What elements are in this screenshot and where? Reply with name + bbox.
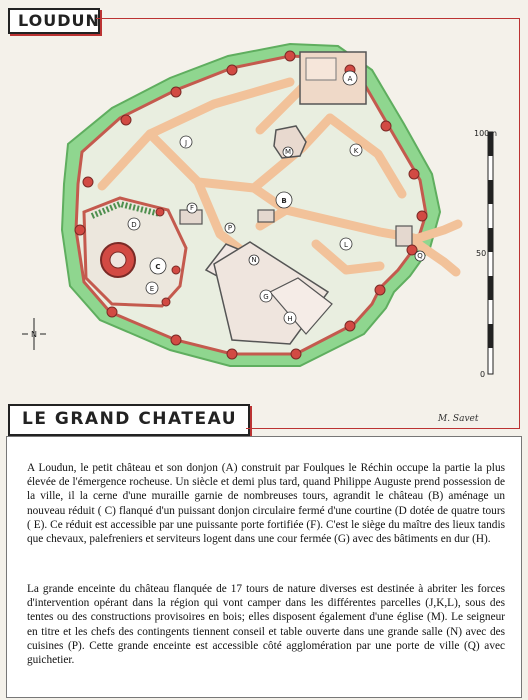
tower xyxy=(156,208,164,216)
tower xyxy=(83,177,93,187)
label-l: L xyxy=(344,241,348,249)
scale-bottom: 0 xyxy=(480,370,486,379)
label-a: A xyxy=(347,75,353,83)
description-paragraph-2: La grande enceinte du château flanquée de 17 tours de nature diverses est destinée à abriter les forces d'intervention opérant dans la région qui vont camper dans les différentes parcelles (J,K,L), sous des tentes ou des constructions provisoires en bois; elles disposent également d'une église (M). Le seigneur en titre et les chefs des contingents tiennent conseil et table ouverte dans une grande salle (N) avec des cuisines (P). Cette grande enceinte est accessible côté agglomération par une porte de ville (Q) avec guichetier. xyxy=(27,583,505,667)
tower xyxy=(227,349,237,359)
description-paragraph-1: A Loudun, le petit château et son donjon (A) construit par Foulques le Réchin occupe la partie la plus élevée de l'émergence rocheuse. Un siècle et demi plus tard, quand Philippe Auguste prend possession de la ville, il la cerne d'une muraille garnie de nombreuses tours, agrandit le château (B) aménage un nouveau réduit ( C) flanqué d'un puissant donjon circulaire fermé d'une courtine (D dotée de quatre tours ( E). Ce réduit est accessible par une puissante porte fortifiée (F). C'est le siège du maître des lieux tandis que chevaux, palefreniers et serviteurs logent dans une cour fermée (G) avec des bâtiments en dur (H). xyxy=(27,462,505,546)
label-e: E xyxy=(149,285,155,293)
label-c: C xyxy=(155,263,161,271)
description-panel xyxy=(6,436,522,698)
building-b xyxy=(258,210,274,222)
header-title-box xyxy=(8,8,100,34)
tower xyxy=(345,321,355,331)
scale-top: 100m xyxy=(474,129,498,138)
label-n: N xyxy=(251,256,257,264)
tower xyxy=(291,349,301,359)
gate-q xyxy=(396,226,412,246)
castle-map xyxy=(0,34,528,406)
label-b: B xyxy=(281,197,287,205)
scale-bar xyxy=(488,132,493,374)
label-m: M xyxy=(284,148,292,156)
label-q: Q xyxy=(417,252,423,260)
tower xyxy=(75,225,85,235)
castle-map-svg xyxy=(0,34,528,406)
tower xyxy=(172,266,180,274)
tower xyxy=(227,65,237,75)
signature: M. Savet xyxy=(438,414,479,424)
subtitle-box xyxy=(8,404,250,436)
tower xyxy=(381,121,391,131)
top-rule xyxy=(96,18,520,19)
reduit-c xyxy=(84,198,186,306)
label-g: G xyxy=(263,293,269,301)
label-p: P xyxy=(227,224,233,232)
building-a-court xyxy=(306,58,336,80)
page-title: LOUDUN xyxy=(18,11,100,30)
tower xyxy=(171,335,181,345)
tower xyxy=(171,87,181,97)
tower xyxy=(107,307,117,317)
tower xyxy=(417,211,427,221)
tower xyxy=(375,285,385,295)
north-label: N xyxy=(31,330,37,339)
tower xyxy=(121,115,131,125)
scale-mid: 50 xyxy=(476,249,487,258)
tower xyxy=(285,51,295,61)
label-h: H xyxy=(287,315,293,323)
donjon-inner xyxy=(110,252,126,268)
label-k: K xyxy=(353,147,359,155)
tower xyxy=(409,169,419,179)
bottom-rule xyxy=(246,428,520,429)
subtitle: LE GRAND CHATEAU xyxy=(22,409,238,429)
label-d: D xyxy=(131,221,137,229)
tower xyxy=(162,298,170,306)
label-j: J xyxy=(184,139,188,147)
label-f: F xyxy=(189,204,195,212)
